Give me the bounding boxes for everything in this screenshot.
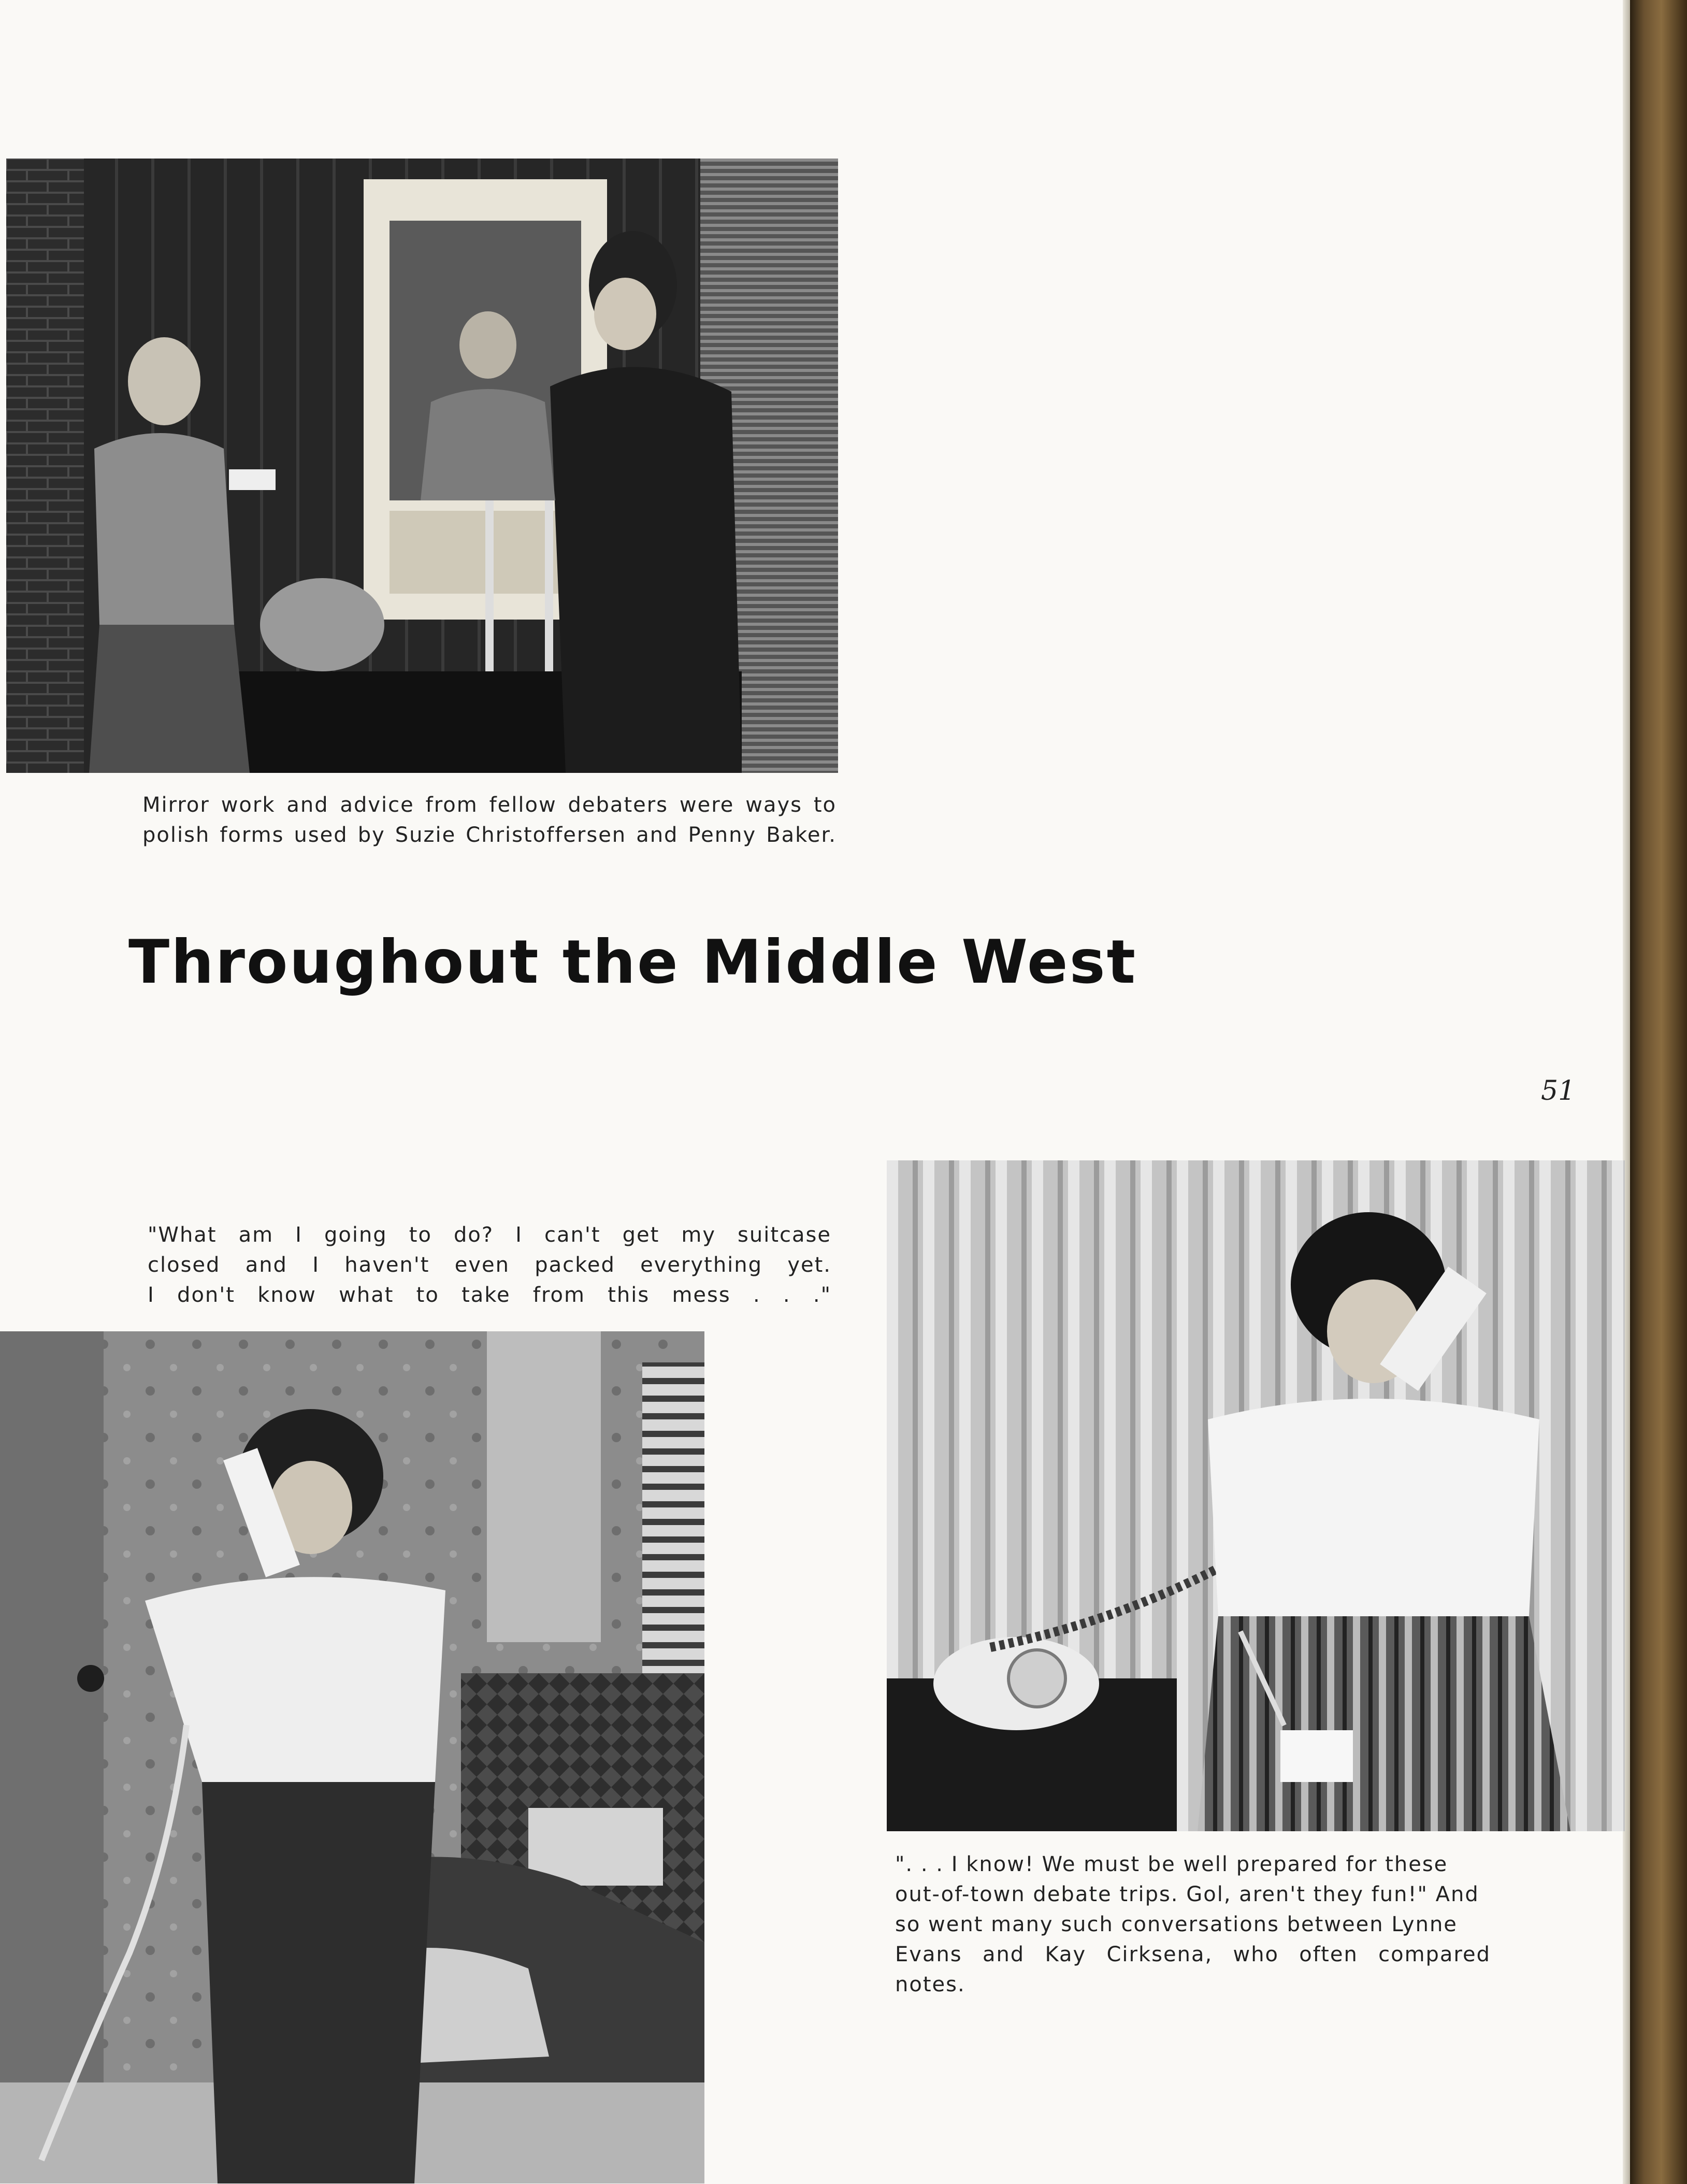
caption-line: closed and I haven't even packed everything yet.: [148, 1253, 831, 1277]
photo-telephone-notes: [887, 1160, 1625, 1831]
caption-mirror-debaters: [142, 790, 837, 850]
caption-line: I don't know what to take from this mess . . .": [148, 1283, 831, 1307]
page-number: 51: [1541, 1075, 1576, 1107]
caption-line: out-of-town debate trips. Gol, aren't they fun!" And: [895, 1883, 1479, 1906]
caption-telephone-notes: [895, 1849, 1491, 2000]
caption-line: polish forms used by Suzie Christoffersen and Penny Baker.: [142, 823, 837, 847]
page-edge: [1623, 0, 1630, 2184]
caption-line: ". . . I know! We must be well prepared for these: [895, 1852, 1448, 1876]
photo-suitcase-phone: [0, 1331, 704, 2183]
page-title: Throughout the Middle West: [128, 927, 1137, 997]
book-binding: [1630, 0, 1687, 2184]
caption-suitcase: [148, 1220, 831, 1310]
caption-line: Mirror work and advice from fellow debaters were ways to: [142, 793, 837, 817]
caption-line: "What am I going to do? I can't get my suitcase: [148, 1223, 831, 1247]
photo-mirror-debaters: [6, 159, 838, 773]
caption-line: Evans and Kay Cirksena, who often compared notes.: [895, 1943, 1491, 1996]
caption-line: so went many such conversations between Lynne: [895, 1913, 1458, 1936]
